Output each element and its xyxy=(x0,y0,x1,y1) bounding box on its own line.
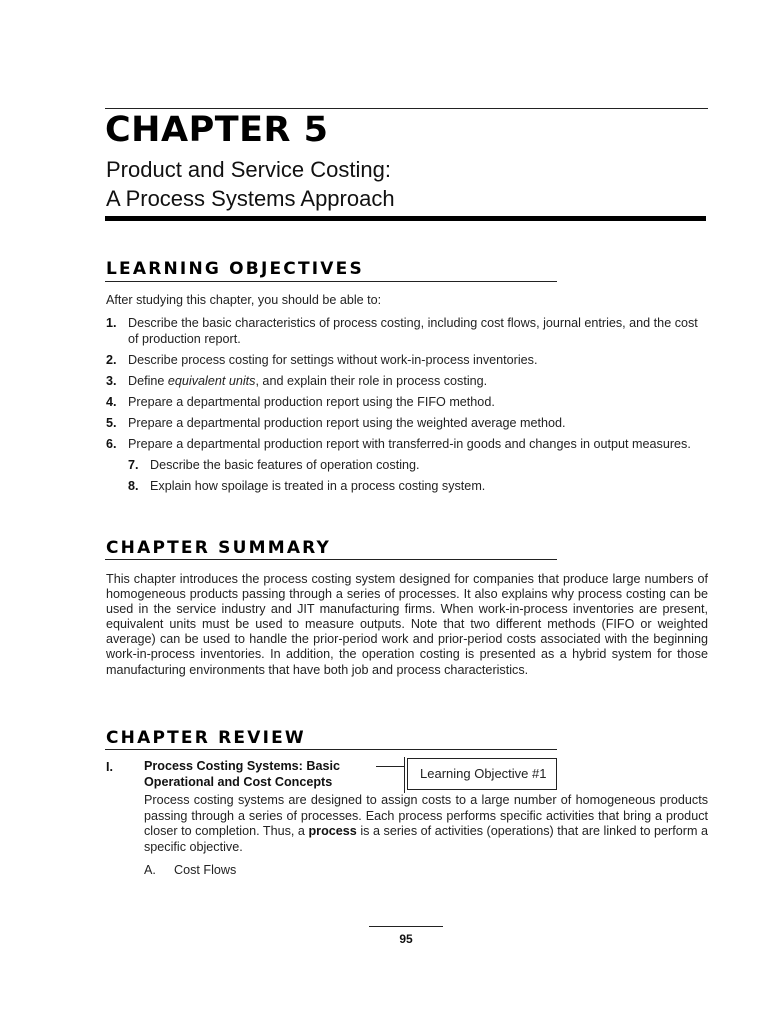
chapter-review-heading: CHAPTER REVIEW xyxy=(106,728,306,748)
chapter-title-line2: A Process Systems Approach xyxy=(106,186,395,211)
subsection-letter: A. xyxy=(144,863,156,877)
list-item xyxy=(106,316,710,347)
review-paragraph-after: is a series of activities (operations) that are linked to perform a specific objective. xyxy=(144,824,708,854)
objective-text: Describe the basic characteristics of process costing, including cost flows, journal entries, and the cost of production report. xyxy=(128,316,698,346)
review-paragraph-bold: process xyxy=(308,824,357,838)
learning-objective-bracket xyxy=(404,757,405,793)
learning-objectives-rule xyxy=(105,281,557,282)
list-item xyxy=(106,395,710,411)
list-item xyxy=(106,479,710,495)
objective-number: 2. xyxy=(106,352,117,367)
list-item xyxy=(106,437,710,453)
chapter-heading: CHAPTER 5 xyxy=(105,110,329,150)
objective-number: 3. xyxy=(106,373,117,388)
page-number: 95 xyxy=(399,932,413,946)
list-item xyxy=(106,353,710,369)
objective-text: Prepare a departmental production report with transferred-in goods and changes in output measures. xyxy=(128,436,691,451)
objective-text: Describe process costing for settings without work-in-process inventories. xyxy=(128,352,538,367)
chapter-summary-rule xyxy=(105,559,557,560)
objective-number: 6. xyxy=(106,436,117,451)
objective-text: Explain how spoilage is treated in a process costing system. xyxy=(150,478,486,493)
list-item xyxy=(106,374,710,390)
learning-objective-connector xyxy=(376,766,404,767)
chapter-review-rule xyxy=(105,749,557,750)
objectives-list xyxy=(106,316,710,500)
review-paragraph xyxy=(144,793,708,855)
objective-number: 1. xyxy=(106,316,117,330)
objective-text: Prepare a departmental production report using the weighted average method. xyxy=(128,415,566,430)
objective-number: 7. xyxy=(128,457,139,472)
subsection-label: Cost Flows xyxy=(174,863,237,877)
objective-text-after: , and explain their role in process costing. xyxy=(255,373,488,388)
review-section-title: Process Costing Systems: Basic Operational and Cost Concepts xyxy=(144,759,340,789)
objective-text-italic: equivalent units xyxy=(167,373,256,388)
chapter-title xyxy=(106,155,395,213)
chapter-divider xyxy=(105,216,706,221)
objective-text: Prepare a departmental production report using the FIFO method. xyxy=(128,394,495,409)
chapter-summary-text: This chapter introduces the process costing system designed for companies that produce large numbers of homogeneous products passing through a series of processes. It also explains why process costing can be used in the service industry and JIT manufacturing firms. When work-in-process inventories are present, equivalent units must be used to measure outputs. Note that two different methods (FIFO or weighted average) can be used to handle the prior-period work and prior-period costs associated with the beginning work-in-process inventories. In addition, the operation costing is presented as a hybrid system for those manufacturing environments that have both job and process characteristics. xyxy=(106,572,708,677)
objective-text-before: Define xyxy=(128,373,168,388)
objective-text xyxy=(128,374,710,390)
objective-number: 5. xyxy=(106,415,117,430)
review-paragraph-before: Process costing systems are designed to assign costs to a large number of homogeneous products passing through a series of processes. Each process performs specific activities that bring a product closer to completion. Thus, a xyxy=(144,793,708,838)
objective-number: 8. xyxy=(128,478,139,493)
list-item xyxy=(106,458,710,474)
chapter-summary-heading: CHAPTER SUMMARY xyxy=(106,538,332,558)
list-item xyxy=(106,416,710,432)
chapter-title-line1: Product and Service Costing: xyxy=(106,157,391,182)
top-rule xyxy=(105,108,708,109)
learning-objectives-intro: After studying this chapter, you should be able to: xyxy=(106,293,382,307)
learning-objective-box: Learning Objective #1 xyxy=(407,758,557,790)
learning-objectives-heading: LEARNING OBJECTIVES xyxy=(106,259,364,279)
review-section-number: I. xyxy=(106,760,113,774)
objective-text: Describe the basic features of operation costing. xyxy=(150,457,420,472)
objective-number: 4. xyxy=(106,394,117,409)
page-number-rule xyxy=(369,926,443,927)
